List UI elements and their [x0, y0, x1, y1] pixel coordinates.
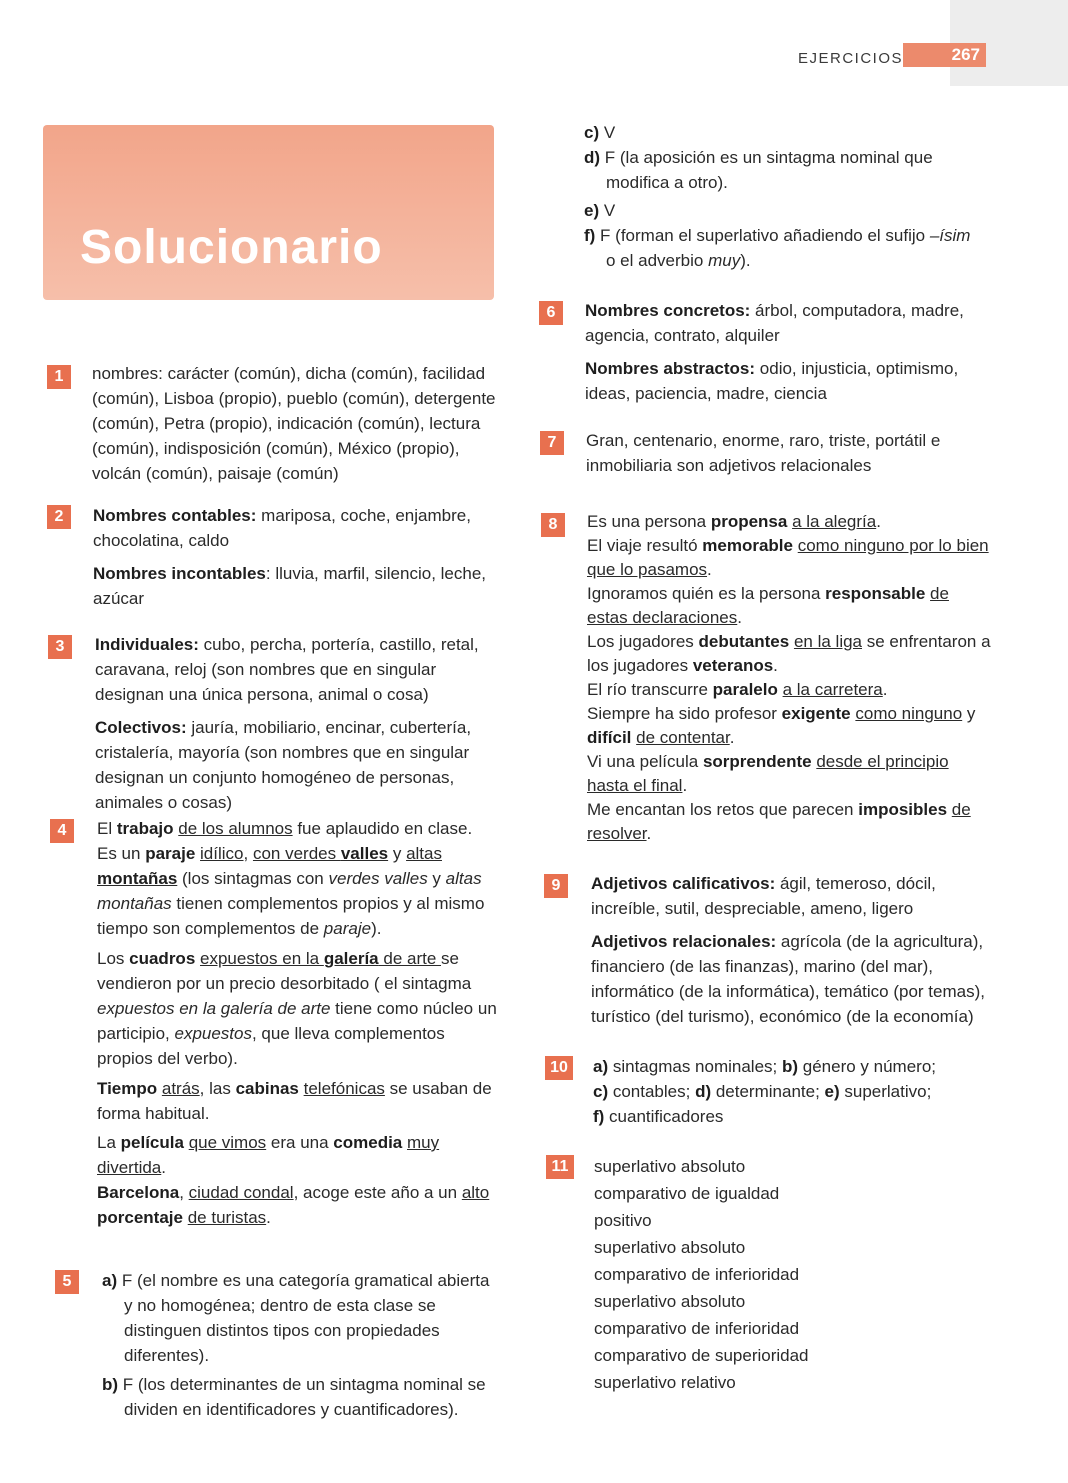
exercise-7: [586, 428, 966, 478]
text-underlined: que vimos: [188, 1133, 267, 1152]
calificativos-label: Adjetivos calificativos:: [591, 874, 776, 893]
text: Me encantan los retos que parecen: [587, 800, 859, 819]
text-bold: Tiempo: [97, 1079, 158, 1098]
text: Ignoramos quién es la persona: [587, 584, 826, 603]
ex8-line-1: [587, 510, 992, 534]
ex8-line-2: [587, 534, 992, 582]
exercise-number: 8: [541, 513, 565, 537]
text-bold: Barcelona: [97, 1183, 180, 1202]
ex4-sentence-3: [97, 946, 497, 1071]
text-italic: verdes valles: [328, 869, 428, 888]
text: .: [161, 1158, 166, 1177]
text: .: [729, 728, 735, 747]
exercise-number: 5: [55, 1270, 79, 1294]
text-underlined: altas: [406, 844, 442, 863]
item-text: V: [599, 201, 616, 220]
text: se vendieron por un precio desorbitado ( el sintagma: [97, 949, 472, 993]
item-text: ).: [740, 251, 751, 270]
exercise-number: 11: [546, 1155, 574, 1179]
text-underlined: alto: [461, 1183, 490, 1202]
text-underlined: a la carretera: [782, 680, 883, 699]
item-label: f): [593, 1107, 605, 1126]
text: La: [97, 1133, 121, 1152]
text-underlined: como ninguno por lo bien que lo pasamos: [587, 536, 989, 579]
exercise-1-text: nombres: carácter (común), dicha (común), facilidad (común), Lisboa (propio), pueblo (común), detergente (común), Petra (propio), indicación (común), lectura (común), indisposición (común), México (propio), volcán (común), paisaje (común): [92, 364, 496, 483]
abstractos-paragraph: [585, 356, 985, 406]
ex5-a: [102, 1268, 500, 1368]
item-label: c): [584, 123, 600, 142]
text-italic: altas montañas: [97, 869, 482, 913]
ex10-line-3: [593, 1104, 973, 1129]
text: expuestos en la: [200, 949, 324, 968]
exercise-number: 9: [544, 874, 568, 898]
concretos-label: Nombres concretos:: [585, 301, 751, 320]
text: , acoge este año a un: [293, 1183, 462, 1202]
exercise-number: 10: [545, 1056, 573, 1080]
exercise-4: [97, 816, 497, 1230]
item-label: d): [695, 1082, 712, 1101]
exercise-number: 1: [47, 365, 71, 389]
text: Es una persona: [587, 512, 711, 531]
ex4-sentence-4: [97, 1076, 497, 1126]
list-item: superlativo absoluto: [594, 1292, 746, 1311]
text-italic: expuestos: [174, 1024, 252, 1043]
text: El: [97, 819, 117, 838]
exercise-5-part-2: [584, 120, 984, 273]
abstractos-text: odio, injusticia, optimismo, ideas, paciencia, madre, ciencia: [585, 359, 959, 403]
text: se usaban de forma habitual.: [97, 1079, 492, 1123]
page-number: 267: [903, 43, 986, 67]
list-item: comparativo de inferioridad: [594, 1319, 800, 1338]
text: se enfrentaron a los jugadores: [587, 632, 991, 675]
text-bold: debutantes: [698, 632, 790, 651]
exercise-number: 6: [539, 301, 563, 325]
text: .: [773, 656, 778, 675]
text-underlined: a la alegría: [792, 512, 877, 531]
item-label: a): [102, 1271, 118, 1290]
exercise-3: [95, 632, 505, 815]
text: y: [962, 704, 976, 723]
item-label: a): [593, 1057, 609, 1076]
individuales-label: Individuales:: [95, 635, 199, 654]
list-item: comparativo de inferioridad: [594, 1265, 800, 1284]
text-bold: difícil: [587, 728, 632, 747]
text-bold: propensa: [710, 512, 788, 531]
text: Los jugadores: [587, 632, 699, 651]
ex8-line-6: [587, 702, 992, 750]
ex5-b: [102, 1372, 500, 1422]
colectivos-text: jauría, mobiliario, encinar, cubertería, cristalería, mayoría (son nombres que en singular designan un conjunto homogéneo de personas, animales o cosas): [95, 718, 472, 812]
text: Vi una película: [587, 752, 703, 771]
incontables-text: : lluvia, marfil, silencio, leche, azúcar: [93, 564, 487, 608]
item-label: e): [584, 201, 600, 220]
list-item: comparativo de igualdad: [594, 1184, 780, 1203]
text-underlined: telefónicas: [303, 1079, 385, 1098]
exercise-2: [93, 503, 493, 611]
item-text: cuantificadores: [604, 1107, 724, 1126]
item-text: F (la aposición es un sintagma nominal que modifica a otro).: [600, 148, 933, 192]
text-bold: comedia: [333, 1133, 403, 1152]
text-underlined: de resolver: [587, 800, 971, 843]
text: Es un: [97, 844, 146, 863]
exercise-7-text: Gran, centenario, enorme, raro, triste, portátil e inmobiliaria son adjetivos relacionales: [586, 431, 941, 475]
text: .: [266, 1208, 271, 1227]
exercise-1: [92, 361, 502, 486]
individuales-paragraph: [95, 632, 505, 707]
exercise-9: [591, 871, 996, 1029]
text-underlined: desde el principio hasta el final: [587, 752, 949, 795]
exercise-11: [594, 1153, 894, 1396]
exercise-10: [593, 1054, 973, 1129]
ex5-d: [584, 145, 984, 195]
list-item: superlativo absoluto: [594, 1157, 746, 1176]
contables-paragraph: [93, 503, 493, 553]
text-bold: galería: [323, 949, 379, 968]
contables-text: mariposa, coche, enjambre, chocolatina, caldo: [93, 506, 471, 550]
text: .: [646, 824, 652, 843]
exercise-6: [585, 298, 985, 406]
list-item: superlativo relativo: [594, 1373, 736, 1392]
text-bold: sorprendente: [702, 752, 812, 771]
exercise-8: [587, 510, 992, 846]
text: ,: [179, 1183, 189, 1202]
text: El río transcurre: [587, 680, 713, 699]
concretos-text: árbol, computadora, madre, agencia, contrato, alquiler: [585, 301, 964, 345]
text: y: [388, 844, 407, 863]
concretos-paragraph: [585, 298, 985, 348]
ex5-c: [584, 120, 984, 145]
text: , que lleva complementos propios del verbo).: [97, 1024, 445, 1068]
colectivos-paragraph: [95, 715, 505, 815]
text-bold-underlined: montañas: [97, 869, 178, 888]
text-bold: imposibles: [858, 800, 948, 819]
text: y: [427, 869, 446, 888]
item-label: b): [782, 1057, 799, 1076]
item-label: b): [102, 1375, 119, 1394]
text-bold: exigente: [781, 704, 851, 723]
contables-label: Nombres contables:: [93, 506, 257, 525]
incontables-paragraph: [93, 561, 493, 611]
text: con verdes: [252, 844, 341, 863]
item-text-italic: muy: [708, 251, 741, 270]
section-header: EJERCICIOS: [798, 50, 904, 67]
relacionales-paragraph: [591, 929, 996, 1029]
colectivos-label: Colectivos:: [95, 718, 187, 737]
text: ).: [371, 919, 382, 938]
text-bold: veteranos: [692, 656, 774, 675]
text-underlined: atrás: [161, 1079, 200, 1098]
text-underlined: [200, 949, 441, 968]
ex8-line-5: [587, 678, 992, 702]
text-bold: valles: [340, 844, 389, 863]
text-bold: película: [120, 1133, 184, 1152]
text: fue aplaudido en clase.: [292, 819, 473, 838]
exercise-5-part-1: [102, 1268, 500, 1422]
item-text: determinante;: [711, 1082, 825, 1101]
text-underlined: como ninguno: [855, 704, 963, 723]
text-bold: cabinas: [235, 1079, 299, 1098]
text: .: [876, 512, 881, 531]
text: ,: [243, 844, 253, 863]
text-underlined: de estas declaraciones: [587, 584, 949, 627]
item-text: o el adverbio: [606, 251, 709, 270]
text: (los sintagmas con: [177, 869, 329, 888]
text: tiene como núcleo un participio,: [97, 999, 497, 1043]
item-text: sintagmas nominales;: [608, 1057, 782, 1076]
relacionales-label: Adjetivos relacionales:: [591, 932, 777, 951]
list-item: superlativo absoluto: [594, 1238, 746, 1257]
text-underlined: idílico: [200, 844, 244, 863]
text-bold: cuadros: [129, 949, 196, 968]
text: .: [737, 608, 742, 627]
item-text: género y número;: [798, 1057, 937, 1076]
calificativos-text: ágil, temeroso, dócil, increíble, sutil, despreciable, ameno, ligero: [591, 874, 936, 918]
calificativos-paragraph: [591, 871, 996, 921]
item-label: d): [584, 148, 601, 167]
exercise-number: 7: [540, 431, 564, 455]
item-text-italic: –ísim: [929, 226, 971, 245]
text: .: [707, 560, 712, 579]
list-item: comparativo de superioridad: [594, 1346, 809, 1365]
text-underlined: [253, 844, 388, 863]
title-banner: [43, 125, 494, 300]
ex5-f: [584, 223, 984, 273]
text-bold: paraje: [145, 844, 196, 863]
ex4-sentence-1: [97, 816, 497, 841]
item-label: c): [593, 1082, 609, 1101]
text: .: [682, 776, 688, 795]
item-text: V: [599, 123, 616, 142]
item-text: contables;: [608, 1082, 696, 1101]
item-text: F (el nombre es una categoría gramatical abierta y no homogénea; dentro de esta clase se distinguen distintos tipos con propiedades diferentes).: [117, 1271, 490, 1365]
individuales-text: cubo, percha, portería, castillo, retal, caravana, reloj (son nombres que en singular designan una única persona, animal o cosa): [95, 635, 479, 704]
ex8-line-8: [587, 798, 992, 846]
text-underlined: de los alumnos: [178, 819, 293, 838]
ex4-sentence-6: [97, 1180, 497, 1230]
relacionales-text: agrícola (de la agricultura), financiero (de las finanzas), marino (del mar), informático (de la informática), temático (por temas), turístico (del turismo), económico (de la economía): [591, 932, 985, 1026]
text: Los: [97, 949, 130, 968]
text: tienen complementos propios y al mismo tiempo son complementos de: [97, 894, 485, 938]
text-underlined: en la liga: [793, 632, 863, 651]
incontables-label: Nombres incontables: [93, 564, 266, 583]
ex8-line-7: [587, 750, 992, 798]
ex8-line-3: [587, 582, 992, 630]
ex8-line-4: [587, 630, 992, 678]
item-label: e): [824, 1082, 840, 1101]
text-underlined: de contentar: [636, 728, 730, 747]
text: Siempre ha sido profesor: [587, 704, 782, 723]
text: era una: [266, 1133, 334, 1152]
text: , las: [199, 1079, 236, 1098]
text-bold: trabajo: [116, 819, 174, 838]
ex5-e: [584, 198, 984, 223]
text-underlined: muy divertida: [97, 1133, 440, 1177]
text: El viaje resultó: [587, 536, 703, 555]
item-text: F (los determinantes de un sintagma nominal se dividen en identificadores y cuantificadores).: [118, 1375, 486, 1419]
item-label: f): [584, 226, 596, 245]
text-italic: paraje: [323, 919, 372, 938]
text-underlined: de turistas: [187, 1208, 267, 1227]
abstractos-label: Nombres abstractos:: [585, 359, 756, 378]
exercise-number: 3: [48, 635, 72, 659]
text: de arte: [378, 949, 442, 968]
text-underlined: ciudad condal: [188, 1183, 294, 1202]
text-bold: paralelo: [712, 680, 778, 699]
ex4-sentence-2: [97, 841, 497, 941]
item-text: F (forman el superlativo añadiendo el sufijo: [595, 226, 930, 245]
exercise-number: 2: [47, 505, 71, 529]
item-text: superlativo;: [839, 1082, 932, 1101]
text-bold: responsable: [825, 584, 926, 603]
ex4-sentence-5: [97, 1130, 497, 1180]
text: .: [882, 680, 888, 699]
ex10-line-2: [593, 1079, 973, 1104]
exercise-number: 4: [50, 819, 74, 843]
text-bold: porcentaje: [97, 1208, 183, 1227]
ex10-line-1: [593, 1054, 973, 1079]
text-bold: memorable: [702, 536, 793, 555]
text-italic: expuestos en la galería de arte: [97, 999, 331, 1018]
page-title: Solucionario: [80, 221, 383, 274]
list-item: positivo: [594, 1211, 652, 1230]
